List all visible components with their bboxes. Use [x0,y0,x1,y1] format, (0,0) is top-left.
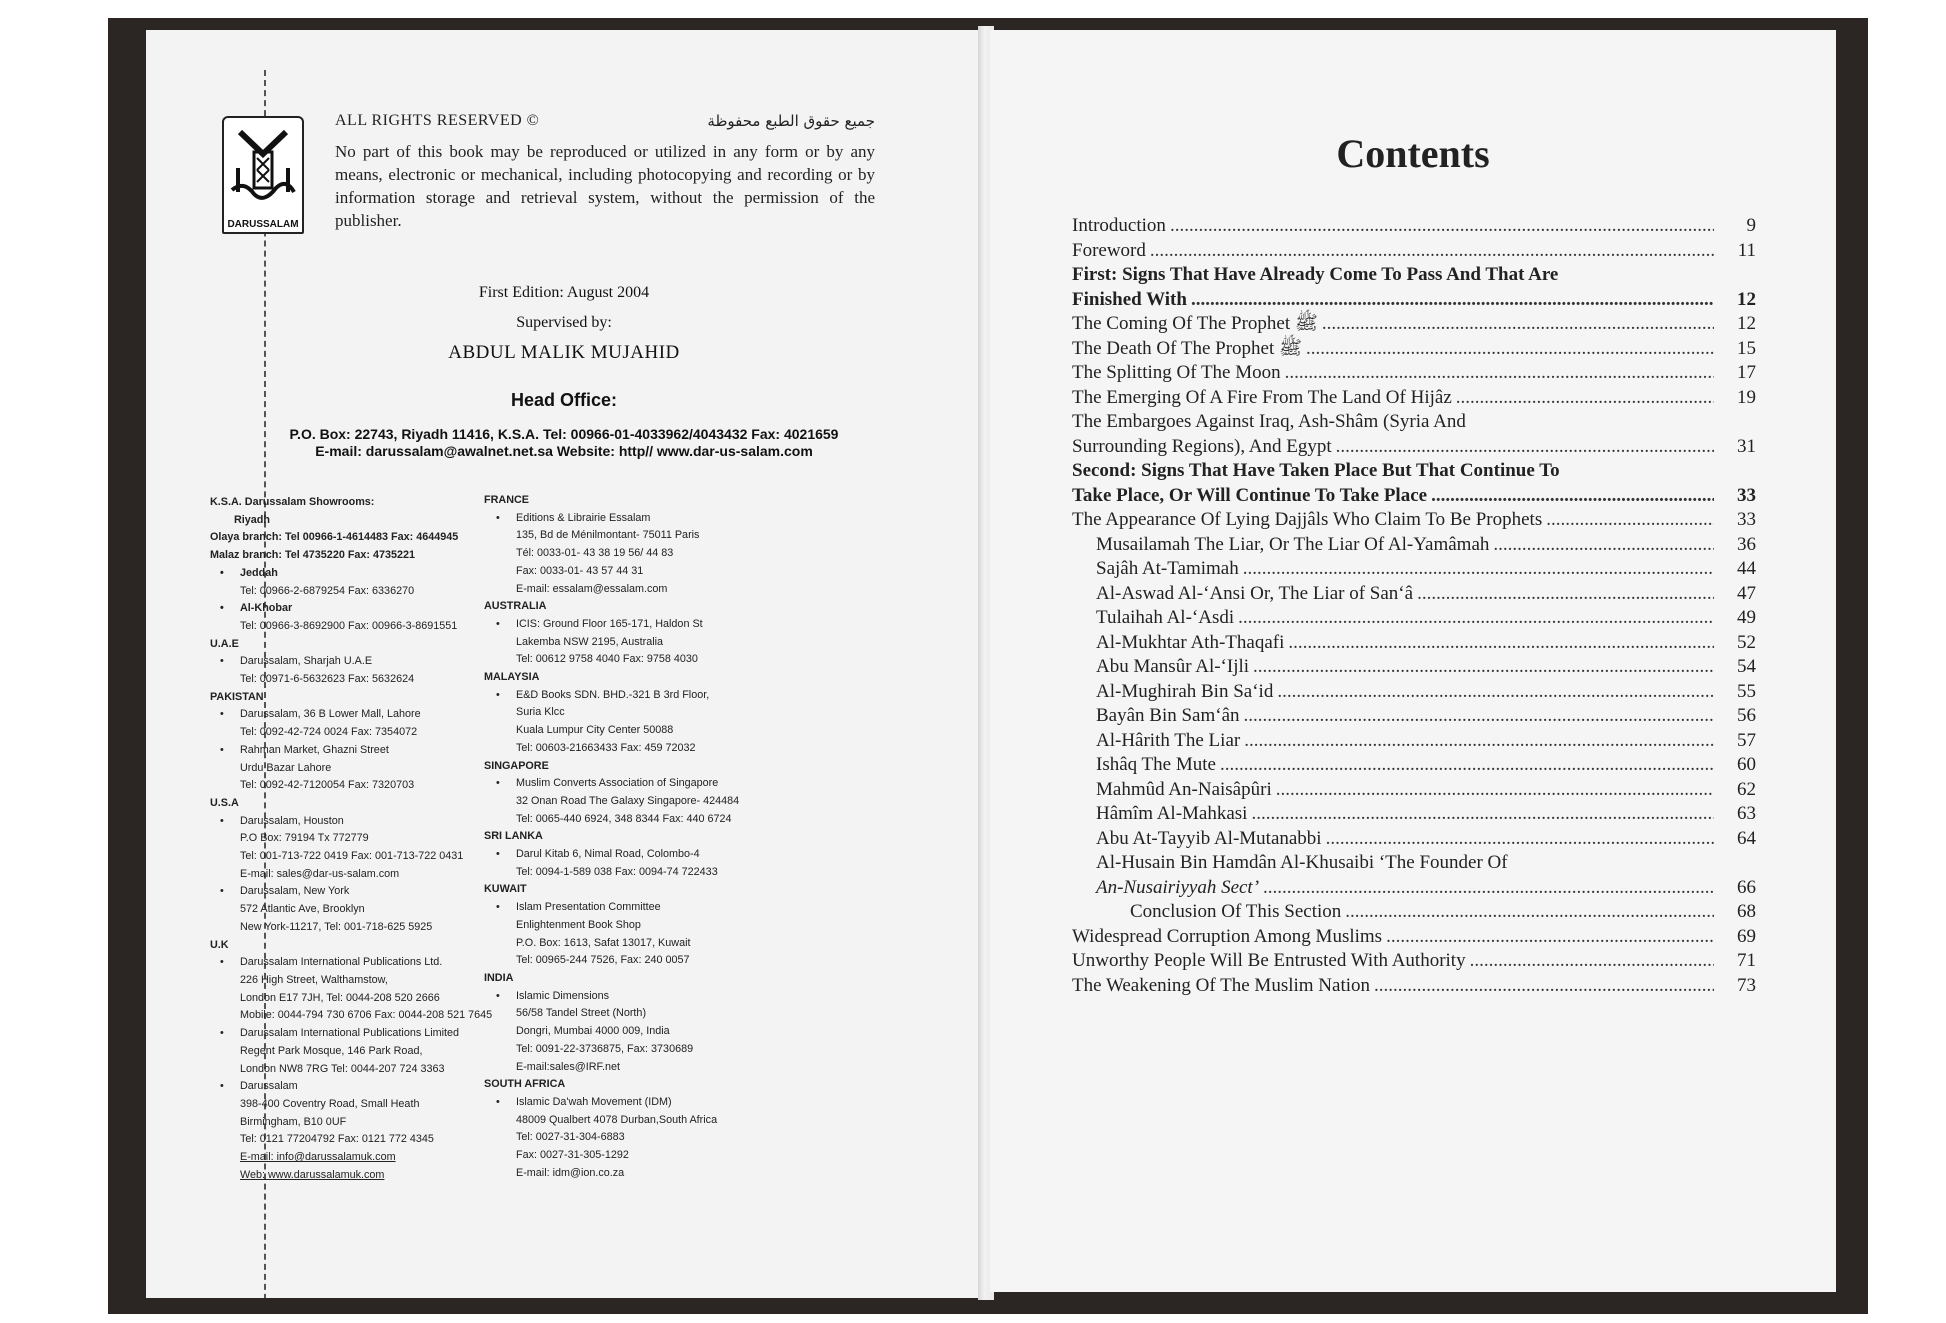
branch-line: P.O. Box: 1613, Safat 13017, Kuwait [516,936,691,949]
toc-entry[interactable] [1072,214,1756,239]
branch-line: Urdu Bazar Lahore [240,761,332,774]
toc-entry[interactable] [1072,337,1756,362]
toc-page-number: 36 [1737,533,1756,555]
toc-page-number: 17 [1737,362,1756,383]
toc-page-number: 69 [1737,925,1756,947]
toc-entry-title: The Emerging Of A Fire From The Land Of Hijâz [1072,386,1452,408]
toc-page-number: 33 [1737,484,1756,506]
branch-line: Fax: 0027-31-305-1292 [516,1149,629,1162]
country-heading: SRI LANKA [484,830,543,843]
toc-entry-title: Bayân Bin Sam‘ân [1096,705,1240,726]
branches-column-2 [484,492,814,1182]
toc-entry-title: Widespread Corruption Among Muslims [1072,925,1383,947]
branch-line: Tel: 00966-3-8692900 Fax: 00966-3-8691551 [240,619,458,632]
toc-entry[interactable] [1072,631,1756,656]
toc-entry-title: Abu Mansûr Al-‘Ijli [1096,656,1250,677]
toc-page-number: 15 [1737,337,1756,359]
toc-entry-title: Al-Mukhtar Ath-Thaqafi [1096,631,1285,653]
toc-entry[interactable] [1072,533,1756,558]
branch-line: Mobile: 0044-794 730 6706 Fax: 0044-208 521 7645 [240,1009,493,1022]
toc-entry-title: Al-Aswad Al-‘Ansi Or, The Liar of San‘â [1096,582,1414,604]
branch-line: • Darussalam, 36 B Lower Mall, Lahore [210,706,530,724]
leader-dots [1456,386,1714,411]
toc-entry-title: Al-Mughirah Bin Sa‘id [1096,680,1274,702]
toc-entry[interactable] [1072,753,1756,778]
toc-entry-title: Musailamah The Liar, Or The Liar Of Al-Yamâmah [1096,533,1490,555]
leader-dots [1276,778,1714,803]
branch-line: Tél: 0033-01- 43 38 19 56/ 44 83 [516,547,674,560]
branch-line: New York-11217, Tel: 001-718-625 5925 [240,920,433,933]
toc-entry[interactable] [1072,582,1756,607]
toc-entry-title: First: Signs That Have Already Come To Pass And That Are [1072,264,1559,285]
branch-line: Tel: 00603-21663433 Fax: 459 72032 [516,741,696,754]
leader-dots [1170,214,1714,239]
head-office-line: P.O. Box: 22743, Riyadh 11416, K.S.A. Tel: 00966-01-4033962/4043432 Fax: 4021659 [289,426,839,442]
toc-entry-title: An-Nusairiyyah Sect’ [1096,876,1260,898]
toc-entry-title: Take Place, Or Will Continue To Take Place [1072,484,1428,506]
toc-entry[interactable] [1072,361,1756,386]
branch-line: • E&D Books SDN. BHD.-321 B 3rd Floor, [484,687,814,705]
branch-line: Tel: 00971-6-5632623 Fax: 5632624 [240,673,415,686]
rights-heading: ALL RIGHTS RESERVED © [335,112,540,129]
branch-line: E-mail: idm@ion.co.za [516,1166,625,1179]
toc-page-number: 68 [1737,901,1756,922]
toc-entry-title: Unworthy People Will Be Entrusted With Authority [1072,950,1466,971]
email-link[interactable]: E-mail: info@darussalamuk.com [240,1151,396,1164]
country-heading: KUWAIT [484,883,527,896]
toc-page-number: 12 [1737,288,1756,310]
branch-line: Kuala Lumpur City Center 50088 [516,724,674,737]
toc-page-number: 55 [1737,680,1756,702]
toc-entry[interactable] [1072,949,1756,974]
branch-line: Malaz branch: Tel 4735220 Fax: 4735221 [210,549,416,562]
toc-entry[interactable] [1072,802,1756,827]
toc-entry-title: Hâmîm Al-Mahkasi [1096,803,1248,824]
branch-line: Regent Park Mosque, 146 Park Road, [240,1044,423,1057]
branch-line: • ICIS: Ground Floor 165-171, Haldon St [484,616,814,634]
toc-entry-title: Finished With [1072,288,1187,310]
branch-line: • Darussalam, Sharjah U.A.E [210,653,530,671]
branch-line: P.O Box: 79194 Tx 772779 [240,832,369,845]
branch-line: Fax: 0033-01- 43 57 44 31 [516,564,644,577]
branch-line: 572 Atlantic Ave, Brooklyn [240,903,365,916]
toc-page-number: 44 [1737,558,1756,579]
branch-line: • Darussalam, New York [210,883,530,901]
leader-dots [1288,631,1714,656]
leader-dots [1244,704,1714,729]
toc-entry-title: Conclusion Of This Section [1130,901,1342,922]
toc-entry-title: Abu At-Tayyib Al-Mutanabbi [1096,827,1322,849]
branch-line: E-mail: essalam@essalam.com [516,582,668,595]
toc-entry[interactable] [1072,729,1756,754]
toc-entry[interactable] [1072,704,1756,729]
toc-entry-title: The Appearance Of Lying Dajjâls Who Claim To Be Prophets [1072,509,1543,530]
toc-page-number: 33 [1737,509,1756,530]
rights-block [335,112,875,232]
branch-line: E-mail: sales@dar-us-salam.com [240,867,400,880]
darussalam-logo [222,116,304,234]
branch-line: Tel: 0121 77204792 Fax: 0121 772 4345 [240,1133,434,1146]
leader-dots [1238,606,1714,631]
branch-line: • Muslim Converts Association of Singapore [484,775,814,793]
branch-line: • Islamic Dimensions [484,988,814,1006]
branch-line: London NW8 7RG Tel: 0044-207 724 3363 [240,1062,445,1075]
country-heading: PAKISTAN [210,690,264,703]
leader-dots [1345,900,1714,925]
leader-dots [1374,974,1714,999]
branch-line: 226 High Street, Walthamstow, [240,973,388,986]
country-heading: U.S.A [210,796,239,809]
branch-line: Tel: 00966-2-6879254 Fax: 6336270 [240,584,415,597]
toc-entry[interactable] [1072,557,1756,582]
branch-line: Suria Klcc [516,706,565,719]
leader-dots [1470,949,1714,974]
leader-dots [1244,729,1714,754]
toc-page-number: 31 [1737,435,1756,457]
country-heading: U.K [210,938,229,951]
toc-entry[interactable] [1072,386,1756,411]
branch-line: • Islamic Da'wah Movement (IDM) [484,1094,814,1112]
toc-entry[interactable] [1072,827,1756,852]
supervisor-name: ABDUL MALIK MUJAHID [448,342,680,363]
leader-dots [1417,582,1714,607]
country-heading: AUSTRALIA [484,600,547,613]
toc-entry-title: The Coming Of The Prophet ﷺ [1072,313,1318,334]
toc-entry-title: Second: Signs That Have Taken Place But That Continue To [1072,460,1560,481]
country-heading: SINGAPORE [484,759,549,772]
branch-line: • Darussalam, Houston [210,813,530,831]
logo-label: DARUSSALAM [227,219,299,230]
toc-entry[interactable] [1072,410,1756,459]
toc-entry-title: Ishâq The Mute [1096,754,1216,775]
leader-dots [1431,484,1714,509]
supervised-label: Supervised by: [516,314,612,331]
toc-entry[interactable] [1072,900,1756,925]
country-heading: FRANCE [484,494,529,506]
toc-page-number: 64 [1737,827,1756,849]
toc-entry-title: The Splitting Of The Moon [1072,362,1281,383]
toc-page-number: 73 [1737,974,1756,996]
head-office-line: E-mail: darussalam@awalnet.net.sa Website: http// www.dar-us-salam.com [315,443,813,459]
branch-line: • Editions & Librairie Essalam [484,510,814,528]
country-heading: INDIA [484,971,514,984]
branch-line: • Al-Khobar [210,600,530,618]
website-link[interactable]: Web: www.darussalamuk.com [240,1168,385,1181]
branch-line: • Darussalam International Publications Ltd. [210,954,530,972]
toc-entry-title: Surrounding Regions), And Egypt [1072,435,1332,457]
leader-dots [1191,288,1714,313]
branch-line: Tel: 0092-42-7120054 Fax: 7320703 [240,779,415,792]
toc-entry[interactable] [1072,974,1756,999]
branch-line: 32 Onan Road The Galaxy Singapore- 424484 [516,794,740,807]
toc-entry[interactable] [1072,680,1756,705]
leader-dots [1150,239,1714,264]
toc-page-number: 12 [1737,313,1756,334]
leader-dots [1220,753,1714,778]
branch-line: Olaya branch: Tel 00966-1-4614483 Fax: 4644945 [210,531,459,544]
toc-entry-title: The Weakening Of The Muslim Nation [1072,974,1371,996]
toc-page-number: 57 [1737,729,1756,751]
leader-dots [1306,337,1714,362]
toc-page-number: 63 [1737,803,1756,824]
branch-line: Tel: 001-713-722 0419 Fax: 001-713-722 0431 [240,850,464,863]
branch-line: Tel: 0027-31-304-6883 [516,1131,625,1144]
contents-page [990,30,1836,1292]
leader-dots [1263,876,1714,901]
head-office-address [146,426,982,460]
branch-line: Riyadh [234,513,270,526]
toc-page-number: 11 [1737,239,1756,261]
branch-line: Tel: 0091-22-3736875, Fax: 3730689 [516,1042,694,1055]
leader-dots [1253,655,1714,680]
branch-line: • Darussalam International Publications Limited [210,1025,530,1043]
darussalam-emblem-icon [224,118,302,210]
leader-dots [1336,435,1714,460]
toc-page-number: 47 [1737,582,1756,604]
leader-dots [1326,827,1714,852]
leader-dots [1322,312,1714,337]
branch-line: Tel: 00965-244 7526, Fax: 240 0057 [516,954,690,967]
toc-page-number: 49 [1737,607,1756,628]
toc-page-number: 9 [1746,215,1756,236]
leader-dots [1251,802,1714,827]
toc-page-number: 52 [1737,631,1756,653]
toc-section-entry[interactable] [1072,459,1756,508]
leader-dots [1277,680,1714,705]
leader-dots [1243,557,1714,582]
toc-list [1072,214,1756,998]
branch-line: Tel: 00612 9758 4040 Fax: 9758 4030 [516,653,698,666]
toc-page-number: 19 [1737,386,1756,408]
toc-entry-title: Sajâh At-Tamimah [1096,558,1239,579]
leader-dots [1493,533,1714,558]
branch-line: • Rahman Market, Ghazni Street [210,742,530,760]
branch-line: Lakemba NSW 2195, Australia [516,635,664,648]
toc-entry-title: Al-Hârith The Liar [1096,729,1241,751]
leader-dots [1546,508,1714,533]
toc-entry-title: The Death Of The Prophet ﷺ [1072,337,1302,359]
branches-column-1 [210,494,530,1184]
country-heading: MALAYSIA [484,671,540,684]
toc-page-number: 56 [1737,705,1756,726]
contents-title: Contents [1336,131,1490,176]
toc-entry[interactable] [1072,312,1756,337]
country-heading: U.A.E [210,637,239,650]
branch-line: 56/58 Tandel Street (North) [516,1007,647,1020]
toc-entry[interactable] [1072,606,1756,631]
branch-line: • Islam Presentation Committee [484,899,814,917]
branch-line: Enlightenment Book Shop [516,918,641,931]
toc-entry[interactable] [1072,655,1756,680]
branch-line: • Darul Kitab 6, Nimal Road, Colombo-4 [484,846,814,864]
country-heading: SOUTH AFRICA [484,1078,566,1091]
toc-page-number: 66 [1737,876,1756,898]
toc-entry[interactable] [1072,851,1756,900]
rights-body: No part of this book may be reproduced or utilized in any form or by any means, electronic or mechanical, including photocopying and recording or by information storage and retrieval system, without the permission of the publisher. [335,142,875,230]
leader-dots [1386,925,1714,950]
branch-line: London E17 7JH, Tel: 0044-208 520 2666 [240,991,440,1004]
branch-line: 135, Bd de Ménilmontant- 75011 Paris [516,529,700,542]
toc-page-number: 54 [1737,656,1756,677]
toc-entry-title: Introduction [1072,215,1166,236]
head-office-label: Head Office: [510,390,618,410]
toc-entry-title: The Embargoes Against Iraq, Ash-Shâm (Syria And [1072,411,1466,432]
toc-entry-title: Al-Husain Bin Hamdân Al-Khusaibi ‘The Founder Of [1096,852,1508,873]
toc-section-entry[interactable] [1072,263,1756,312]
rights-arabic: جميع حقوق الطبع محفوظة [707,112,875,130]
branch-line: Dongri, Mumbai 4000 009, India [516,1025,670,1038]
branch-line: Tel: 0065-440 6924, 348 8344 Fax: 440 6724 [516,812,732,825]
toc-entry-title: Foreword [1072,239,1146,261]
toc-entry[interactable] [1072,508,1756,533]
branch-line: Tel: 0092-42-724 0024 Fax: 7354072 [240,726,418,739]
toc-entry[interactable] [1072,778,1756,803]
toc-entry[interactable] [1072,239,1756,264]
leader-dots [1285,361,1714,386]
toc-entry-title: Mahmûd An-Naisâpûri [1096,778,1272,800]
toc-entry[interactable] [1072,925,1756,950]
toc-page-number: 62 [1737,778,1756,800]
toc-page-number: 60 [1737,754,1756,775]
toc-page-number: 71 [1737,950,1756,971]
branch-line: • Jeddah [210,565,530,583]
branch-line: • Darussalam [210,1078,530,1096]
branch-line: K.S.A. Darussalam Showrooms: [210,496,375,508]
copyright-page [146,30,982,1298]
edition-line: First Edition: August 2004 [478,284,650,301]
branch-line: 48009 Qualbert 4078 Durban,South Africa [516,1113,718,1126]
branch-line: Tel: 0094-1-589 038 Fax: 0094-74 722433 [516,865,718,878]
branch-line: 398-400 Coventry Road, Small Heath [240,1097,420,1110]
branch-line: E-mail:sales@IRF.net [516,1060,620,1073]
branch-line: Birmingham, B10 0UF [240,1115,347,1128]
toc-entry-title: Tulaihah Al-‘Asdi [1096,607,1235,628]
